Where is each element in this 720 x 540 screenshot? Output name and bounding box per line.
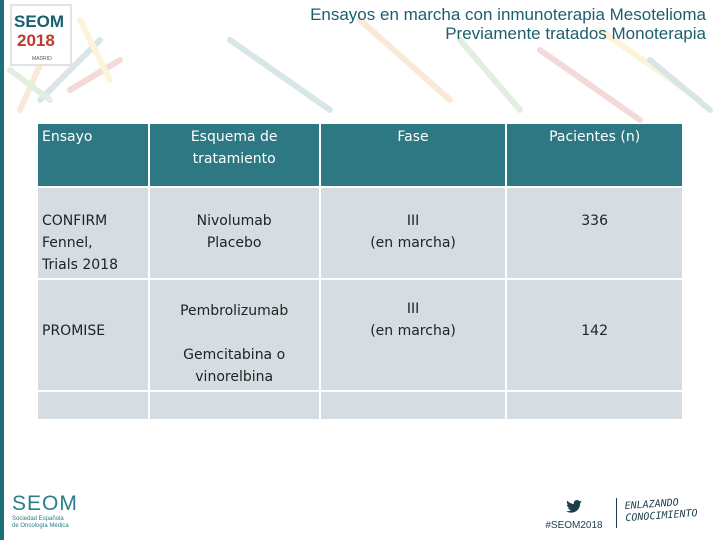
event-slogan xyxy=(624,495,715,525)
empty-cell xyxy=(507,392,682,419)
event-hashtag: #SEOM2018 xyxy=(545,520,603,531)
patients-cell: 336 xyxy=(507,188,682,278)
regimen-comparator: Placebo xyxy=(206,235,262,251)
trials-table xyxy=(36,122,684,421)
trial-cell xyxy=(38,188,148,278)
seom-footer-sub1: Sociedad Española xyxy=(12,516,64,522)
phase-status: (en marcha) xyxy=(370,235,456,251)
regimen-comparator-line2: vinorelbina xyxy=(195,369,274,385)
event-logo-city: MADRID xyxy=(32,56,52,62)
trial-cell xyxy=(38,280,148,390)
event-logo-year: 2018 xyxy=(17,31,55,50)
trial-name: PROMISE xyxy=(42,323,106,339)
header-esquema-label: Esquema de tratamiento xyxy=(190,129,278,167)
regimen-cell xyxy=(150,188,319,278)
trial-source: Trials 2018 xyxy=(42,257,118,273)
event-logo xyxy=(10,4,76,70)
slide-title xyxy=(146,5,706,43)
regimen-comparator xyxy=(154,322,315,388)
header-pacientes: Pacientes (n) xyxy=(507,124,682,186)
table-header-row xyxy=(38,124,682,186)
empty-cell xyxy=(38,392,148,419)
left-edge-strip xyxy=(0,0,4,540)
empty-cell xyxy=(150,392,319,419)
event-logo-name: SEOM xyxy=(14,12,65,31)
trial-name: CONFIRM xyxy=(42,213,108,229)
phase-cell xyxy=(321,280,505,390)
slide-title-line1: Ensayos en marcha con inmunoterapia Mesotelioma xyxy=(310,5,706,24)
phase-cell xyxy=(321,188,505,278)
header-esquema xyxy=(150,124,319,186)
header-fase: Fase xyxy=(321,124,505,186)
footer-divider xyxy=(616,498,617,528)
table-row-empty xyxy=(38,392,682,419)
regimen-drug: Nivolumab xyxy=(196,213,272,229)
table-row xyxy=(38,188,682,278)
regimen-comparator-line1: Gemcitabina o xyxy=(183,347,286,363)
phase-value: III xyxy=(406,213,420,229)
slide-title-line2: Previamente tratados Monoterapia xyxy=(445,24,706,43)
header-ensayo: Ensayo xyxy=(38,124,148,186)
phase-status: (en marcha) xyxy=(370,323,456,339)
trial-author: Fennel, xyxy=(42,235,93,251)
patients-cell: 142 xyxy=(507,280,682,390)
twitter-bird-icon xyxy=(566,500,582,513)
phase-value: III xyxy=(406,301,420,317)
regimen-drug: Pembrolizumab xyxy=(180,303,289,319)
seom-footer-sub2: de Oncología Médica xyxy=(12,523,69,529)
table-row xyxy=(38,280,682,390)
regimen-cell xyxy=(150,280,319,390)
empty-cell xyxy=(321,392,505,419)
slogan-line1: ENLAZANDO xyxy=(624,497,680,513)
twitter-block xyxy=(534,498,614,531)
seom-footer-logo xyxy=(12,492,92,532)
slogan-line2: CONOCIMIENTO xyxy=(625,508,698,525)
seom-footer-name: SEOM xyxy=(12,492,78,515)
